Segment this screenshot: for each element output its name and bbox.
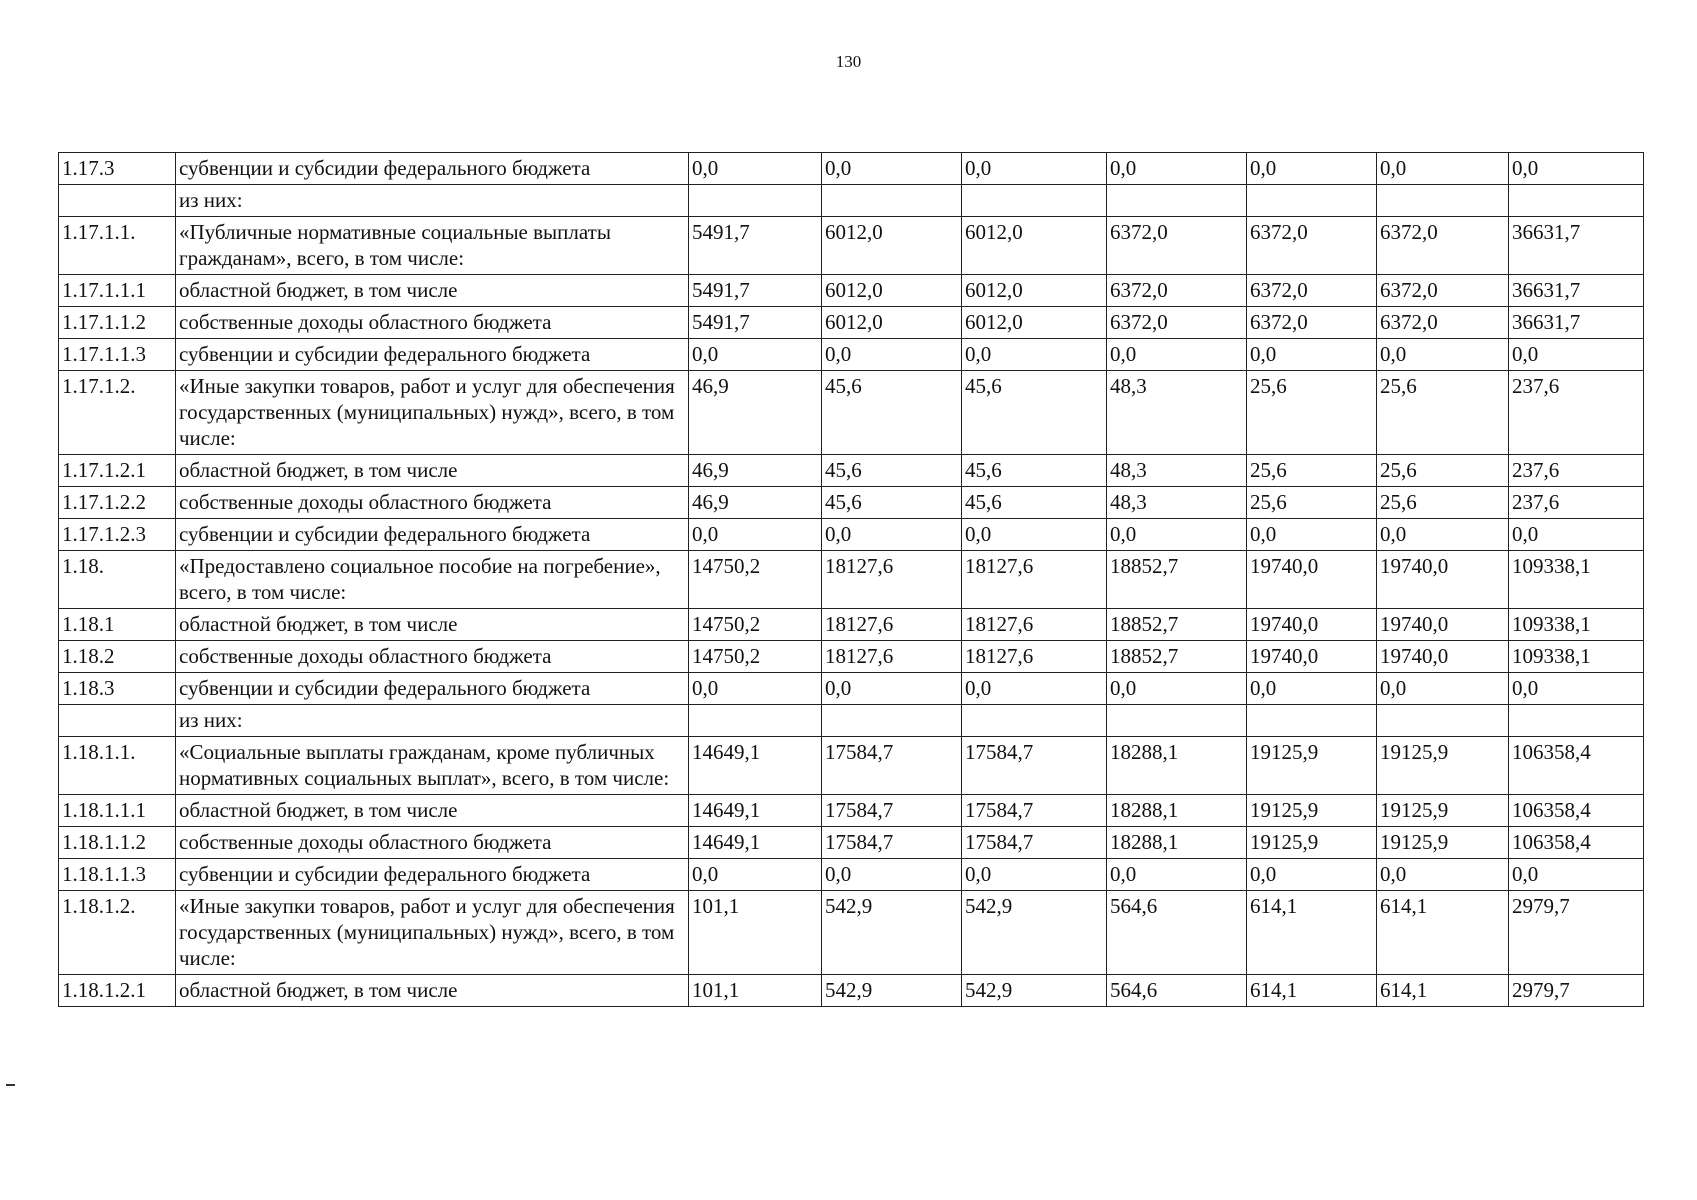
value-cell [1509,185,1644,217]
value-cell: 48,3 [1107,455,1247,487]
value-cell: 17584,7 [962,737,1107,795]
value-cell: 0,0 [1377,673,1509,705]
row-name-cell: субвенции и субсидии федерального бюджета [176,153,689,185]
value-cell: 6012,0 [962,307,1107,339]
row-name-cell: из них: [176,705,689,737]
row-code-cell: 1.17.3 [59,153,176,185]
table-row [59,339,1644,371]
value-cell: 0,0 [1377,339,1509,371]
row-name-cell: собственные доходы областного бюджета [176,307,689,339]
table-row [59,609,1644,641]
row-name-cell: «Социальные выплаты гражданам, кроме публичных нормативных социальных выплат», всего, в том числе: [176,737,689,795]
value-cell: 14649,1 [689,737,822,795]
value-cell [1107,705,1247,737]
row-code-cell: 1.17.1.1.3 [59,339,176,371]
value-cell: 109338,1 [1509,609,1644,641]
value-cell: 542,9 [822,891,962,975]
value-cell [1247,705,1377,737]
value-cell [962,185,1107,217]
table-row [59,185,1644,217]
row-name-cell: «Публичные нормативные социальные выплаты гражданам», всего, в том числе: [176,217,689,275]
value-cell: 6372,0 [1377,275,1509,307]
value-cell: 0,0 [1509,859,1644,891]
value-cell: 18127,6 [822,609,962,641]
row-code-cell [59,705,176,737]
value-cell: 542,9 [822,975,962,1007]
table-row [59,673,1644,705]
value-cell: 0,0 [689,859,822,891]
table-row [59,641,1644,673]
row-code-cell: 1.17.1.2.3 [59,519,176,551]
row-name-cell: областной бюджет, в том числе [176,609,689,641]
value-cell: 18852,7 [1107,551,1247,609]
value-cell: 6372,0 [1247,307,1377,339]
table-row [59,153,1644,185]
value-cell: 19740,0 [1377,641,1509,673]
table-row [59,487,1644,519]
value-cell: 45,6 [822,371,962,455]
row-name-cell: из них: [176,185,689,217]
value-cell: 6012,0 [822,275,962,307]
value-cell: 0,0 [1107,859,1247,891]
value-cell: 5491,7 [689,275,822,307]
value-cell: 17584,7 [962,827,1107,859]
value-cell: 0,0 [1377,859,1509,891]
value-cell: 0,0 [822,859,962,891]
value-cell: 18852,7 [1107,609,1247,641]
value-cell: 0,0 [1509,339,1644,371]
value-cell: 25,6 [1377,371,1509,455]
value-cell: 45,6 [822,487,962,519]
value-cell: 0,0 [962,673,1107,705]
value-cell: 0,0 [689,153,822,185]
value-cell: 19740,0 [1247,641,1377,673]
value-cell: 0,0 [1107,519,1247,551]
value-cell: 18127,6 [822,551,962,609]
value-cell: 0,0 [689,519,822,551]
table-row [59,795,1644,827]
row-code-cell: 1.18.3 [59,673,176,705]
value-cell [1509,705,1644,737]
row-name-cell: «Иные закупки товаров, работ и услуг для обеспечения государственных (муниципальных) нужд», всего, в том числе: [176,891,689,975]
value-cell [689,705,822,737]
row-name-cell: субвенции и субсидии федерального бюджета [176,673,689,705]
value-cell: 5491,7 [689,307,822,339]
value-cell: 6372,0 [1247,217,1377,275]
row-code-cell: 1.17.1.1.2 [59,307,176,339]
value-cell: 2979,7 [1509,891,1644,975]
value-cell: 0,0 [1247,153,1377,185]
value-cell: 14649,1 [689,795,822,827]
value-cell: 0,0 [1509,153,1644,185]
value-cell: 46,9 [689,455,822,487]
table-row [59,307,1644,339]
row-code-cell: 1.17.1.2.1 [59,455,176,487]
table-row [59,519,1644,551]
table-row [59,551,1644,609]
row-code-cell: 1.18.1.2.1 [59,975,176,1007]
value-cell: 614,1 [1377,891,1509,975]
value-cell: 25,6 [1247,371,1377,455]
row-name-cell: субвенции и субсидии федерального бюджета [176,519,689,551]
row-name-cell: собственные доходы областного бюджета [176,487,689,519]
value-cell [822,705,962,737]
value-cell: 19740,0 [1377,551,1509,609]
table-row [59,705,1644,737]
value-cell: 17584,7 [822,737,962,795]
row-code-cell: 1.17.1.2. [59,371,176,455]
value-cell: 0,0 [962,339,1107,371]
value-cell: 18127,6 [962,641,1107,673]
value-cell: 6012,0 [962,217,1107,275]
row-code-cell: 1.18.1 [59,609,176,641]
row-code-cell: 1.17.1.1. [59,217,176,275]
value-cell: 0,0 [822,519,962,551]
value-cell: 19125,9 [1247,737,1377,795]
value-cell: 237,6 [1509,487,1644,519]
value-cell: 0,0 [1247,339,1377,371]
row-code-cell: 1.18.2 [59,641,176,673]
table-row [59,891,1644,975]
value-cell: 14750,2 [689,551,822,609]
value-cell: 6372,0 [1247,275,1377,307]
value-cell: 106358,4 [1509,827,1644,859]
value-cell: 36631,7 [1509,307,1644,339]
value-cell: 6012,0 [962,275,1107,307]
page-number: 130 [835,52,862,71]
row-code-cell: 1.18.1.1.3 [59,859,176,891]
value-cell: 17584,7 [822,827,962,859]
value-cell [1247,185,1377,217]
value-cell: 6372,0 [1107,307,1247,339]
value-cell: 48,3 [1107,371,1247,455]
value-cell: 45,6 [962,455,1107,487]
table-row [59,975,1644,1007]
value-cell: 0,0 [1247,673,1377,705]
value-cell: 614,1 [1247,975,1377,1007]
row-code-cell: 1.18.1.1. [59,737,176,795]
value-cell: 0,0 [1107,339,1247,371]
value-cell [689,185,822,217]
value-cell: 237,6 [1509,371,1644,455]
row-name-cell: «Предоставлено социальное пособие на погребение», всего, в том числе: [176,551,689,609]
value-cell: 542,9 [962,891,1107,975]
row-code-cell: 1.18.1.1.1 [59,795,176,827]
value-cell: 25,6 [1377,455,1509,487]
value-cell: 17584,7 [962,795,1107,827]
value-cell: 18127,6 [962,551,1107,609]
value-cell: 46,9 [689,487,822,519]
table-row [59,827,1644,859]
value-cell: 36631,7 [1509,275,1644,307]
row-code-cell: 1.17.1.2.2 [59,487,176,519]
value-cell: 0,0 [822,339,962,371]
row-code-cell: 1.18.1.2. [59,891,176,975]
row-code-cell: 1.17.1.1.1 [59,275,176,307]
value-cell: 0,0 [962,519,1107,551]
value-cell: 45,6 [962,371,1107,455]
value-cell [1377,185,1509,217]
value-cell: 0,0 [1509,673,1644,705]
value-cell: 237,6 [1509,455,1644,487]
table-row [59,455,1644,487]
value-cell: 19740,0 [1247,551,1377,609]
table-row [59,371,1644,455]
value-cell: 614,1 [1377,975,1509,1007]
value-cell: 6372,0 [1377,307,1509,339]
value-cell: 48,3 [1107,487,1247,519]
value-cell: 106358,4 [1509,737,1644,795]
value-cell: 101,1 [689,975,822,1007]
value-cell: 18288,1 [1107,827,1247,859]
value-cell: 5491,7 [689,217,822,275]
value-cell [1377,705,1509,737]
value-cell: 25,6 [1247,487,1377,519]
row-code-cell: 1.18.1.1.2 [59,827,176,859]
value-cell: 6012,0 [822,307,962,339]
value-cell: 101,1 [689,891,822,975]
row-code-cell [59,185,176,217]
value-cell: 0,0 [689,673,822,705]
table-row [59,275,1644,307]
value-cell: 19125,9 [1247,827,1377,859]
value-cell: 0,0 [1107,153,1247,185]
value-cell: 19125,9 [1377,795,1509,827]
value-cell: 6372,0 [1107,275,1247,307]
row-name-cell: собственные доходы областного бюджета [176,827,689,859]
value-cell [822,185,962,217]
value-cell: 106358,4 [1509,795,1644,827]
value-cell: 14750,2 [689,609,822,641]
value-cell: 2979,7 [1509,975,1644,1007]
row-name-cell: областной бюджет, в том числе [176,795,689,827]
row-name-cell: областной бюджет, в том числе [176,975,689,1007]
value-cell: 0,0 [822,153,962,185]
table-row [59,859,1644,891]
value-cell: 109338,1 [1509,641,1644,673]
value-cell: 25,6 [1377,487,1509,519]
value-cell: 18127,6 [962,609,1107,641]
row-name-cell: собственные доходы областного бюджета [176,641,689,673]
row-name-cell: субвенции и субсидии федерального бюджета [176,339,689,371]
value-cell: 614,1 [1247,891,1377,975]
value-cell: 25,6 [1247,455,1377,487]
value-cell: 0,0 [1247,519,1377,551]
value-cell: 46,9 [689,371,822,455]
value-cell: 19125,9 [1377,827,1509,859]
value-cell: 0,0 [1247,859,1377,891]
value-cell [1107,185,1247,217]
value-cell: 19125,9 [1247,795,1377,827]
value-cell: 542,9 [962,975,1107,1007]
value-cell: 17584,7 [822,795,962,827]
value-cell: 19740,0 [1247,609,1377,641]
value-cell: 18852,7 [1107,641,1247,673]
value-cell: 45,6 [962,487,1107,519]
value-cell: 0,0 [822,673,962,705]
value-cell: 0,0 [689,339,822,371]
value-cell: 14649,1 [689,827,822,859]
value-cell: 6372,0 [1107,217,1247,275]
table-body [59,153,1644,1007]
value-cell: 0,0 [1377,519,1509,551]
value-cell: 14750,2 [689,641,822,673]
row-name-cell: «Иные закупки товаров, работ и услуг для обеспечения государственных (муниципальных) нужд», всего, в том числе: [176,371,689,455]
value-cell: 18288,1 [1107,795,1247,827]
value-cell: 45,6 [822,455,962,487]
row-name-cell: областной бюджет, в том числе [176,275,689,307]
value-cell: 564,6 [1107,891,1247,975]
value-cell: 6012,0 [822,217,962,275]
value-cell: 19125,9 [1377,737,1509,795]
value-cell: 19740,0 [1377,609,1509,641]
value-cell: 18127,6 [822,641,962,673]
value-cell [962,705,1107,737]
value-cell: 36631,7 [1509,217,1644,275]
value-cell: 0,0 [1377,153,1509,185]
value-cell: 6372,0 [1377,217,1509,275]
value-cell: 0,0 [1509,519,1644,551]
value-cell: 0,0 [1107,673,1247,705]
value-cell: 564,6 [1107,975,1247,1007]
row-name-cell: областной бюджет, в том числе [176,455,689,487]
value-cell: 18288,1 [1107,737,1247,795]
row-code-cell: 1.18. [59,551,176,609]
value-cell: 0,0 [962,859,1107,891]
row-name-cell: субвенции и субсидии федерального бюджета [176,859,689,891]
value-cell: 0,0 [962,153,1107,185]
value-cell: 109338,1 [1509,551,1644,609]
margin-mark [6,1084,15,1086]
table-row [59,737,1644,795]
budget-table [58,152,1644,1007]
table-row [59,217,1644,275]
